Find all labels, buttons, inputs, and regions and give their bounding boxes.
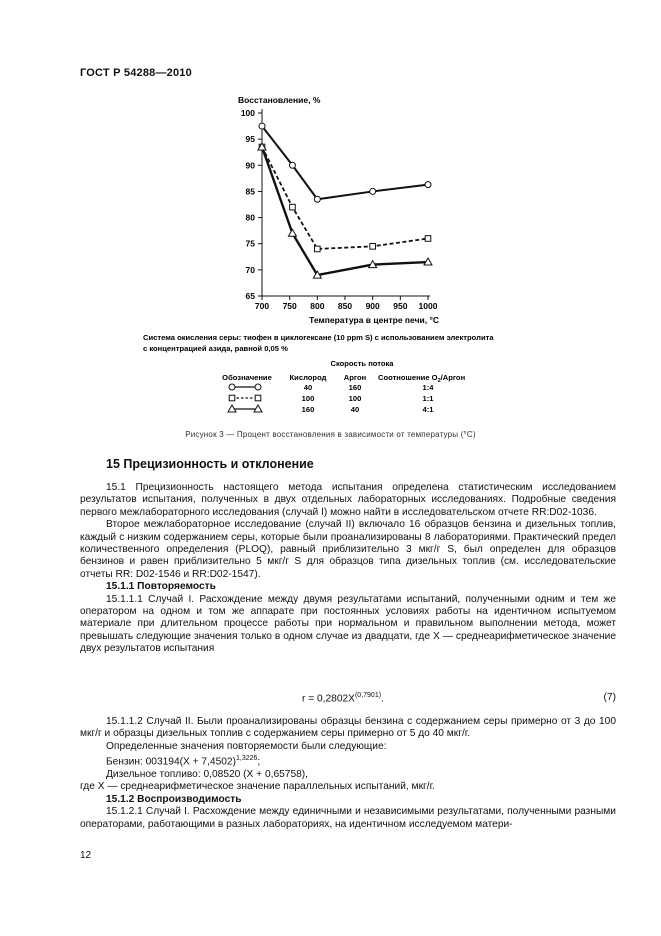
legend-oxygen-circle: 40 bbox=[303, 383, 313, 392]
subsection-reproducibility: 15.1.2 Воспроизводимость bbox=[106, 793, 242, 805]
paragraph-15-1: 15.1 Прецизионность настоящего метода испытания определена статистическим исследованием результатов испытания, полученных в двух отдельных лабораторных исследованиях. Подробные сведения первого межлабораторного исследования (случай I) можно найти в исследовательском отчете RR:D02-1036. bbox=[80, 482, 616, 518]
legend-col-argon: Аргон bbox=[343, 373, 367, 382]
x-tick-label-750: 750 bbox=[282, 301, 297, 311]
x-axis-title: Температура в центре печи, °C bbox=[309, 315, 439, 325]
series-circle-point-1 bbox=[289, 162, 295, 168]
formula-exponent: (0,7901) bbox=[354, 692, 382, 699]
document-header: ГОСТ Р 54288—2010 bbox=[80, 67, 192, 79]
y-tick-label-90: 90 bbox=[245, 160, 255, 171]
legend-argon-triangle: 40 bbox=[350, 405, 360, 414]
legend-ratio-circle: 1:4 bbox=[422, 383, 434, 392]
series-line-triangle bbox=[262, 147, 428, 275]
formula-expression bbox=[302, 692, 384, 704]
y-tick-label-65: 65 bbox=[245, 291, 255, 301]
series-line-square bbox=[262, 147, 428, 249]
y-tick-label-80: 80 bbox=[245, 212, 255, 223]
recovery-chart bbox=[0, 0, 661, 430]
gasoline-end: ; bbox=[257, 756, 261, 768]
legend-argon-square: 100 bbox=[348, 394, 362, 403]
gasoline-formula: Бензин: 003194(X + 7,4502) bbox=[106, 756, 236, 768]
paragraph-15-1-2-1: 15.1.2.1 Случай I. Расхождение между единичными и независимыми результатами, полученными разными операторами, работающими в разных лабораториях, на идентичном исследуемом матери- bbox=[80, 806, 616, 830]
paragraph-diesel: Дизельное топливо: 0,08520 (X + 0,65758), bbox=[106, 769, 309, 781]
body-block-2 bbox=[80, 716, 616, 831]
system-note-line-2: с концентрацией азида, равной 0,05 % bbox=[143, 344, 288, 353]
legend-group-title: Скорость потока bbox=[330, 359, 394, 368]
formula-number: (7) bbox=[603, 692, 616, 703]
series-square-point-4 bbox=[425, 236, 431, 242]
series-circle-point-0 bbox=[259, 123, 265, 129]
figure-caption: Рисунок 3 — Процент восстановления в зависимости от температуры (°С) bbox=[185, 430, 476, 439]
x-tick-label-800: 800 bbox=[310, 301, 325, 311]
x-tick-label-1000: 1000 bbox=[418, 301, 438, 311]
x-tick-label-900: 900 bbox=[365, 301, 380, 311]
subsection-repeatability: 15.1.1 Повторяемость bbox=[106, 581, 216, 593]
body-block-1 bbox=[80, 482, 616, 656]
gasoline-exponent: 1,3226 bbox=[235, 755, 258, 763]
paragraph-where: где X — среднеарифметическое значение параллельных испытаний, мкг/г. bbox=[80, 781, 435, 793]
series-square-point-3 bbox=[370, 244, 376, 250]
paragraph-15-1-1-2: 15.1.1.2 Случай II. Были проанализированы образцы бензина с содержанием серы примерно от 3 до 100 мкг/г и образцы дизельных топлив с содержанием серы примерно от 5 до 40 мкг/г. bbox=[80, 716, 616, 740]
series-square-point-1 bbox=[290, 204, 296, 210]
x-tick-label-950: 950 bbox=[393, 301, 408, 311]
legend-marker-right-square bbox=[255, 395, 261, 401]
y-tick-label-70: 70 bbox=[245, 264, 255, 275]
formula-end: . bbox=[381, 693, 384, 705]
paragraph-second-study: Второе межлабораторное исследование (случай II) включало 16 образцов бензина и дизельных топлив, каждый с низким содержанием серы, которые были проанализированы 8 лабораториями. Практический предел количественного определения (PLOQ), равный приблизительно 3 мкг/г S, был определен для образцов бензинов и равен приблизительно 5 мкг/г S для образцов типа дизельных топлив (см. исследовательские отчеты RR: D02-1546 и RR:D02-1547). bbox=[80, 519, 616, 580]
y-axis-title: Восстановление, % bbox=[238, 95, 321, 105]
legend-oxygen-square: 100 bbox=[301, 394, 315, 403]
legend-ratio-triangle: 4:1 bbox=[422, 405, 434, 414]
series-line-circle bbox=[262, 126, 428, 199]
legend-marker-left-square bbox=[229, 395, 235, 401]
paragraph-15-1-1-1: 15.1.1.1 Случай I. Расхождение между двумя результатами испытаний, полученными одним и тем же оператором на одном и том же аппарате при постоянных условиях работы на идентичном испытуемом материале при длительном процессе работы при нормальном и правильном выполнении метода, может превышать следующие значения только в одном случае из двадцати, где X — среднеарифметическое значение двух результатов испытания bbox=[80, 593, 616, 655]
paragraph-gasoline bbox=[80, 753, 616, 769]
section-title: 15 Прецизионность и отклонение bbox=[106, 457, 314, 471]
legend-col-symbol: Обозначение bbox=[222, 373, 272, 382]
y-tick-label-85: 85 bbox=[245, 186, 255, 197]
formula-lhs: r = 0,2802X bbox=[302, 693, 355, 705]
x-tick-label-700: 700 bbox=[254, 301, 270, 311]
series-circle-point-4 bbox=[425, 182, 431, 188]
legend-col-oxygen: Кислород bbox=[289, 373, 327, 382]
paragraph-values: Определенные значения повторяемости были следующие: bbox=[106, 740, 387, 752]
series-triangle-point-1 bbox=[288, 229, 296, 236]
x-tick-label-850: 850 bbox=[337, 301, 353, 311]
legend-marker-left-circle bbox=[229, 384, 235, 390]
legend-col-ratio: Соотношение $O_2$/Аргон bbox=[378, 373, 466, 384]
y-tick-label-95: 95 bbox=[245, 134, 255, 145]
series-circle-point-3 bbox=[370, 188, 376, 194]
legend-ratio-square: 1:1 bbox=[422, 394, 434, 403]
y-tick-label-100: 100 bbox=[240, 108, 255, 118]
series-square-point-2 bbox=[315, 246, 321, 252]
system-note-line-1: Система окисления серы: тиофен в циклогексане (10 ppm S) с использованием электролита bbox=[143, 333, 494, 342]
legend-oxygen-triangle: 160 bbox=[301, 405, 315, 414]
page-number: 12 bbox=[80, 850, 92, 861]
y-tick-label-75: 75 bbox=[245, 238, 255, 249]
legend-argon-circle: 160 bbox=[348, 383, 362, 392]
legend-marker-right-circle bbox=[255, 384, 261, 390]
series-circle-point-2 bbox=[314, 196, 320, 202]
